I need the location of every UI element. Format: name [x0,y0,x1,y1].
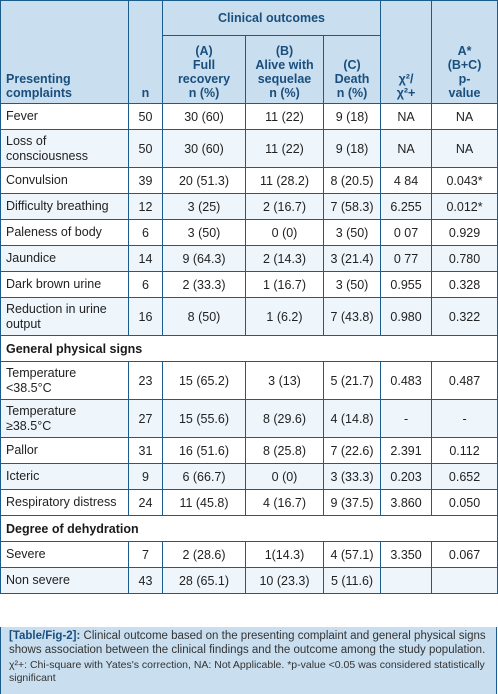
cell-c: 8 (20.5) [324,168,381,194]
presenting-complaints-header: Presenting complaints [1,1,129,104]
cell-n: 6 [129,220,163,246]
cell-n: 23 [129,362,163,400]
cell-b: 10 (23.3) [246,568,324,594]
table-row [1,400,498,438]
cell-a: 11 (45.8) [163,490,246,516]
cell-b: 4 (16.7) [246,490,324,516]
alive-with-sequelae-header [246,36,324,104]
full-recovery-header [163,36,246,104]
cell-p: 0.780 [432,246,498,272]
cell-p: 0.050 [432,490,498,516]
table-row [1,490,498,516]
cell-b: 8 (25.8) [246,438,324,464]
caption-note: χ²+: Chi-square with Yates's correction, NA: Not Applicable. *p-value <0.05 was considered statistically significant [9,659,485,684]
cell-a: 30 (60) [163,104,246,130]
cell-p: 0.043* [432,168,498,194]
cell-c: 3 (33.3) [324,464,381,490]
cell-a: 3 (25) [163,194,246,220]
cell-a: 20 (51.3) [163,168,246,194]
row-label: Loss of consciousness [1,130,129,168]
row-label: Pallor [1,438,129,464]
n-header: n [129,1,163,104]
cell-a: 15 (65.2) [163,362,246,400]
cell-b: 2 (16.7) [246,194,324,220]
cell-chi: 2.391 [381,438,432,464]
cell-p: 0.929 [432,220,498,246]
cell-p: 0.112 [432,438,498,464]
p-header-line: (B+C) [447,58,482,72]
table-row [1,246,498,272]
row-label: Respiratory distress [1,490,129,516]
cell-p: NA [432,104,498,130]
row-label: Difficulty breathing [1,194,129,220]
cell-p: NA [432,130,498,168]
cell-p [432,568,498,594]
table-row [1,168,498,194]
table-row [1,568,498,594]
cell-n: 9 [129,464,163,490]
row-label: Icteric [1,464,129,490]
cell-c: 9 (18) [324,104,381,130]
caption-main [9,630,488,657]
chi-header-line: χ²/ [398,72,414,86]
cell-chi: 0.483 [381,362,432,400]
table-row [1,298,498,336]
cell-p: 0.067 [432,542,498,568]
row-label: Reduction in urine output [1,298,129,336]
cell-chi [381,568,432,594]
c-header-line: Death [334,72,370,86]
chi-header-line: χ²+ [396,86,416,100]
cell-a: 16 (51.6) [163,438,246,464]
row-label: Dark brown urine [1,272,129,298]
cell-n: 24 [129,490,163,516]
section-general-physical-signs-label: General physical signs [1,336,498,362]
cell-chi: - [381,400,432,438]
cell-c: 3 (50) [324,272,381,298]
cell-a: 8 (50) [163,298,246,336]
cell-c: 9 (37.5) [324,490,381,516]
a-header-line: n (%) [188,86,220,100]
cell-n: 43 [129,568,163,594]
cell-b: 11 (22) [246,130,324,168]
table-row [1,362,498,400]
cell-chi: 0.955 [381,272,432,298]
cell-n: 27 [129,400,163,438]
cell-n: 16 [129,298,163,336]
clinical-outcomes-header: Clinical outcomes [163,1,381,36]
b-header-line: Alive with [255,58,314,72]
table-row [1,438,498,464]
cell-n: 39 [129,168,163,194]
row-label: Jaundice [1,246,129,272]
row-label: Severe [1,542,129,568]
table-row [1,130,498,168]
row-label: Temperature <38.5°C [1,362,129,400]
b-header-line: sequelae [257,72,312,86]
cell-chi: 0.980 [381,298,432,336]
cell-n: 50 [129,104,163,130]
table-row [1,464,498,490]
cell-c: 4 (14.8) [324,400,381,438]
cell-n: 31 [129,438,163,464]
cell-a: 28 (65.1) [163,568,246,594]
cell-n: 7 [129,542,163,568]
cell-p: 0.322 [432,298,498,336]
cell-p: - [432,400,498,438]
cell-b: 3 (13) [246,362,324,400]
cell-b: 11 (28.2) [246,168,324,194]
p-header-line: value [448,86,481,100]
table-body [1,104,498,594]
section-general-physical-signs [1,336,498,362]
cell-c: 7 (22.6) [324,438,381,464]
section-degree-of-dehydration [1,516,498,542]
cell-c: 7 (58.3) [324,194,381,220]
p-header-line: p- [458,72,471,86]
table-row [1,194,498,220]
cell-chi: 4 84 [381,168,432,194]
cell-chi: 0 77 [381,246,432,272]
cell-p: 0.012* [432,194,498,220]
cell-b: 1 (6.2) [246,298,324,336]
cell-n: 50 [129,130,163,168]
cell-c: 3 (21.4) [324,246,381,272]
cell-b: 1(14.3) [246,542,324,568]
cell-chi: NA [381,104,432,130]
cell-a: 3 (50) [163,220,246,246]
a-header-line: (A) [195,44,213,58]
cell-a: 9 (64.3) [163,246,246,272]
p-value-header [432,1,498,104]
cell-n: 6 [129,272,163,298]
cell-a: 2 (33.3) [163,272,246,298]
cell-a: 30 (60) [163,130,246,168]
cell-a: 15 (55.6) [163,400,246,438]
cell-chi: 3.350 [381,542,432,568]
cell-b: 0 (0) [246,220,324,246]
cell-a: 6 (66.7) [163,464,246,490]
cell-b: 8 (29.6) [246,400,324,438]
a-header-line: Full recovery [177,58,231,86]
p-header-line: A* [457,44,472,58]
row-label: Temperature ≥38.5°C [1,400,129,438]
caption-text: Clinical outcome based on the presenting complaint and general physical signs shows association between the clinical findings and the outcome among the study population. [9,630,486,656]
caption-tag: [Table/Fig-2]: [9,630,81,642]
cell-c: 4 (57.1) [324,542,381,568]
c-header-line: n (%) [336,86,368,100]
cell-chi: 3.860 [381,490,432,516]
cell-p: 0.328 [432,272,498,298]
row-label: Fever [1,104,129,130]
cell-n: 14 [129,246,163,272]
cell-p: 0.652 [432,464,498,490]
table-caption [0,627,497,694]
cell-chi: NA [381,130,432,168]
row-label: Paleness of body [1,220,129,246]
cell-chi: 0.203 [381,464,432,490]
cell-b: 2 (14.3) [246,246,324,272]
table-row [1,272,498,298]
cell-c: 9 (18) [324,130,381,168]
death-header [324,36,381,104]
table-row [1,104,498,130]
cell-c: 5 (11.6) [324,568,381,594]
cell-chi: 0 07 [381,220,432,246]
c-header-line: (C) [343,58,361,72]
cell-b: 1 (16.7) [246,272,324,298]
cell-b: 0 (0) [246,464,324,490]
table-row [1,542,498,568]
chi-square-header [381,1,432,104]
cell-p: 0.487 [432,362,498,400]
row-label: Convulsion [1,168,129,194]
cell-c: 3 (50) [324,220,381,246]
cell-n: 12 [129,194,163,220]
cell-c: 5 (21.7) [324,362,381,400]
cell-chi: 6.255 [381,194,432,220]
cell-c: 7 (43.8) [324,298,381,336]
b-header-line: n (%) [269,86,300,100]
cell-b: 11 (22) [246,104,324,130]
row-label: Non severe [1,568,129,594]
section-degree-of-dehydration-label: Degree of dehydration [1,516,498,542]
b-header-line: (B) [275,44,294,58]
table-row [1,220,498,246]
cell-a: 2 (28.6) [163,542,246,568]
